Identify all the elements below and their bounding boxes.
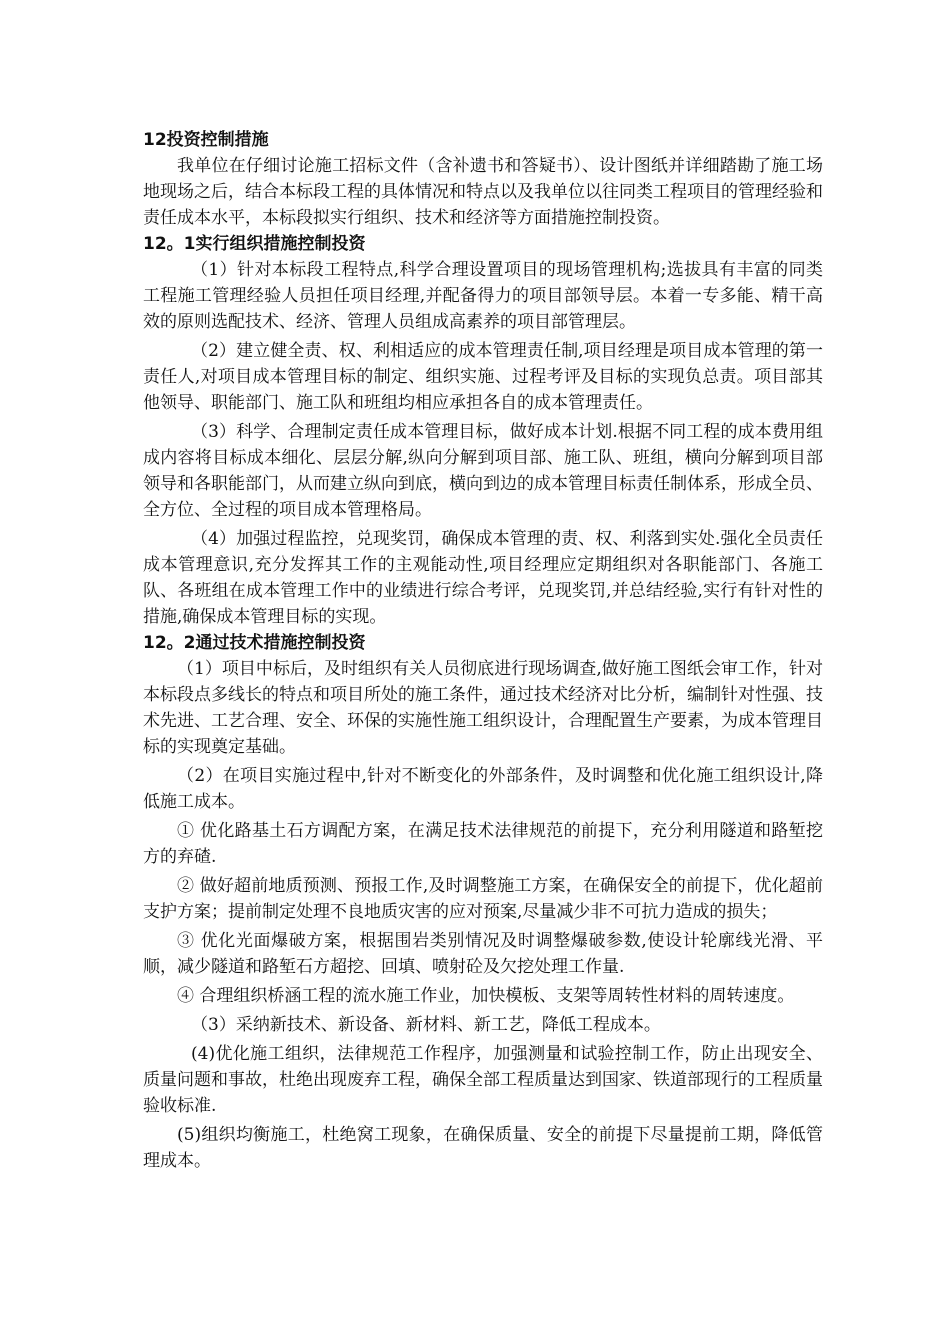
paragraph: （1）针对本标段工程特点,科学合理设置项目的现场管理机构;选拔具有丰富的同类工程施工管理经验人员担任项目经理,并配备得力的项目部领导层。本着一专多能、精干高效的原则选配技术、经济、管理人员组成高素养的项目部管理层。	[143, 260, 823, 332]
list-item: ④ 合理组织桥涵工程的流水施工作业，加快模板、支架等周转性材料的周转速度。	[177, 986, 795, 1006]
paragraph: (4)优化施工组织，法律规范工作程序，加强测量和试验控制工作，防止出现安全、质量问题和事故，杜绝出现废弃工程，确保全部工程质量达到国家、铁道部现行的工程质量验收标准.	[143, 1044, 823, 1116]
paragraph: (5)组织均衡施工，杜绝窝工现象，在确保质量、安全的前提下尽量提前工期，降低管理成本。	[143, 1125, 823, 1171]
paragraph: （4）加强过程监控，兑现奖罚，确保成本管理的责、权、利落到实处.强化全员责任成本管理意识,充分发挥其工作的主观能动性,项目经理应定期组织对各职能部门、各施工队、各班组在成本管理工作中的业绩进行综合考评，兑现奖罚,并总结经验,实行有针对性的措施,确保成本管理目标的实现。	[143, 529, 823, 627]
section-heading: 12投资控制措施	[143, 130, 269, 150]
subsection-heading: 12。1实行组织措施控制投资	[143, 234, 366, 254]
list-item: ② 做好超前地质预测、预报工作,及时调整施工方案，在确保安全的前提下，优化超前支护方案；提前制定处理不良地质灾害的应对预案,尽量减少非不可抗力造成的损失；	[143, 876, 823, 922]
intro-paragraph: 我单位在仔细讨论施工招标文件（含补遗书和答疑书）、设计图纸并详细踏勘了施工场地现场之后，结合本标段工程的具体情况和特点以及我单位以往同类工程项目的管理经验和责任成本水平，本标段拟实行组织、技术和经济等方面措施控制投资。	[143, 156, 823, 228]
paragraph: （3）科学、合理制定责任成本管理目标，做好成本计划.根据不同工程的成本费用组成内容将目标成本细化、层层分解,纵向分解到项目部、施工队、班组，横向分解到项目部领导和各职能部门，从而建立纵向到底，横向到边的成本管理目标责任制体系，形成全员、全方位、全过程的项目成本管理格局。	[143, 422, 823, 520]
paragraph: （2）在项目实施过程中,针对不断变化的外部条件，及时调整和优化施工组织设计,降低施工成本。	[143, 766, 823, 812]
paragraph: （1）项目中标后，及时组织有关人员彻底进行现场调查,做好施工图纸会审工作，针对本标段点多线长的特点和项目所处的施工条件，通过技术经济对比分析，编制针对性强、技术先进、工艺合理、安全、环保的实施性施工组织设计，合理配置生产要素，为成本管理目标的实现奠定基础。	[143, 659, 823, 757]
document-body	[143, 127, 823, 1174]
list-item: ① 优化路基土石方调配方案，在满足技术法律规范的前提下，充分利用隧道和路堑挖方的弃碴.	[143, 821, 823, 867]
paragraph: （3）采纳新技术、新设备、新材料、新工艺，降低工程成本。	[191, 1015, 661, 1035]
list-item: ③ 优化光面爆破方案，根据围岩类别情况及时调整爆破参数,使设计轮廓线光滑、平顺，减少隧道和路堑石方超挖、回填、喷射砼及欠挖处理工作量.	[143, 931, 823, 977]
paragraph: （2）建立健全责、权、利相适应的成本管理责任制,项目经理是项目成本管理的第一责任人,对项目成本管理目标的制定、组织实施、过程考评及目标的实现负总责。项目部其他领导、职能部门、施工队和班组均相应承担各自的成本管理责任。	[143, 341, 823, 413]
subsection-heading: 12。2通过技术措施控制投资	[143, 633, 366, 653]
